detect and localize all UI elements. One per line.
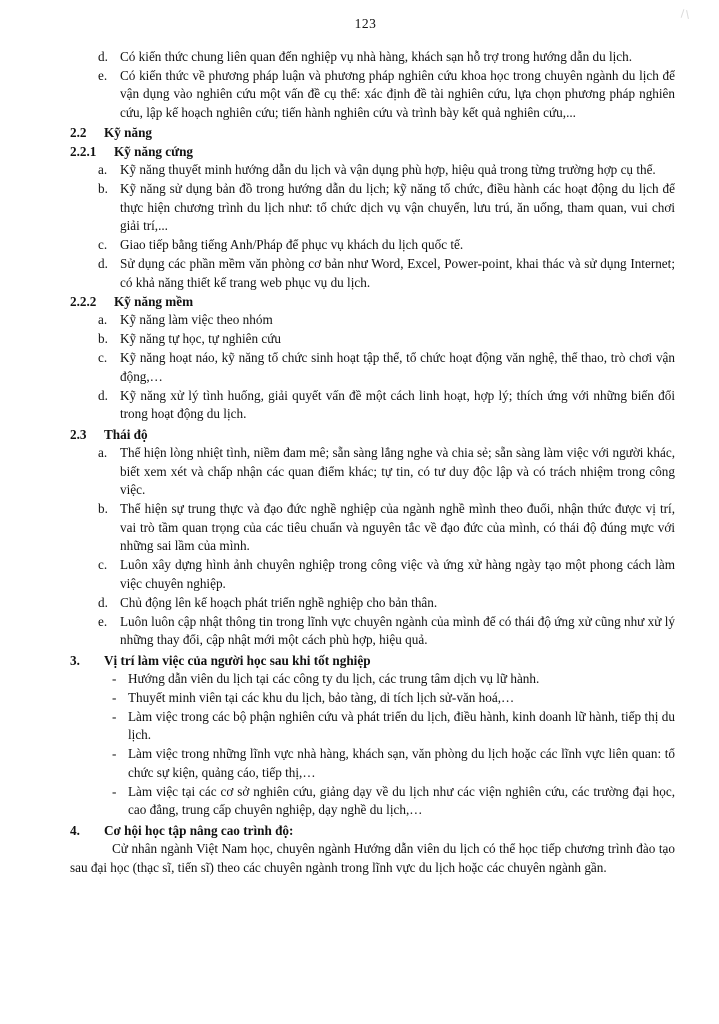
list-marker: e. (98, 613, 108, 629)
section-title: Kỹ năng (104, 125, 153, 141)
list-item-lettered (56, 444, 675, 499)
list-marker: - (112, 783, 117, 799)
section-number: 3. (70, 652, 80, 668)
list-item-text: Luôn xây dựng hình ảnh chuyên nghiệp trong công việc và ứng xử hàng ngày tạo một phong cách làm việc chuyên nghiệp. (120, 557, 675, 591)
list-marker: e. (98, 67, 108, 83)
list-marker: - (112, 708, 117, 724)
list-item-dashed (56, 689, 675, 707)
paragraph: Cử nhân ngành Việt Nam học, chuyên ngành Hướng dẫn viên du lịch có thể học tiếp chương trình đào tạo sau đại học (thạc sĩ, tiến sĩ) theo các chuyên ngành trong lĩnh vực du lịch hoặc các chuyên ngành gần. (70, 841, 675, 875)
list-marker: d. (98, 49, 108, 64)
section-heading (56, 124, 675, 142)
section-number: 2.2 (70, 125, 87, 141)
list-item-lettered (56, 48, 675, 66)
list-item-lettered (56, 67, 675, 122)
list-item-lettered (56, 500, 675, 555)
list-marker: a. (98, 445, 108, 461)
list-item-text: Thuyết minh viên tại các khu du lịch, bảo tàng, di tích lịch sử-văn hoá,… (128, 689, 515, 705)
list-item-text: Làm việc trong các bộ phận nghiên cứu và phát triển du lịch, điều hành, kinh doanh lữ hành, tiếp thị du lịch. (128, 708, 675, 743)
list-item-text: Làm việc tại các cơ sở nghiên cứu, giảng dạy về du lịch như các viện nghiên cứu, các trường đại học, cao đẳng, trung cấp chuyên nghiệp, dạy nghề du lịch,… (128, 783, 675, 818)
list-item-lettered (56, 180, 675, 235)
list-marker: b. (98, 181, 108, 197)
list-item-lettered (56, 161, 675, 179)
section-heading (56, 426, 675, 444)
list-item-lettered (56, 330, 675, 348)
list-item-text: Kỹ năng hoạt náo, kỹ năng tổ chức sinh hoạt tập thể, tổ chức hoạt động văn nghệ, thể thao, trò chơi vận động,… (120, 350, 675, 384)
section-title: Kỹ năng cứng (114, 143, 193, 159)
list-item-lettered (56, 311, 675, 329)
list-marker: d. (98, 387, 108, 403)
list-item-lettered (56, 349, 675, 386)
list-marker: b. (98, 501, 108, 517)
list-item-dashed (56, 745, 675, 782)
list-item-text: Làm việc trong những lĩnh vực nhà hàng, khách sạn, văn phòng du lịch hoặc các lĩnh vực liên quan: tổ chức sự kiện, quảng cáo, tiếp thị,… (128, 746, 675, 780)
section-number: 2.2.1 (70, 143, 97, 159)
section-title: Kỹ năng mềm (114, 293, 194, 309)
section-title: Vị trí làm việc của người học sau khi tốt nghiệp (104, 652, 371, 668)
list-marker: a. (98, 162, 108, 178)
list-item-text: Luôn luôn cập nhật thông tin trong lĩnh vực chuyên ngành của mình để có thái độ ứng xử cũng như xử lý những thay đổi, cập nhật mới một cách phù hợp, hiệu quả. (120, 613, 675, 648)
list-item-text: Chủ động lên kế hoạch phát triển nghề nghiệp cho bản thân. (120, 594, 438, 610)
list-marker: c. (98, 237, 108, 253)
section-number: 2.2.2 (70, 293, 97, 309)
list-marker: c. (98, 557, 108, 573)
list-marker: d. (98, 256, 108, 272)
list-item-lettered (56, 613, 675, 650)
list-item-text: Kỹ năng thuyết minh hướng dẫn du lịch và vận dụng phù hợp, hiệu quả trong từng trường hợp cụ thể. (120, 162, 656, 178)
section-number: 2.3 (70, 426, 87, 442)
list-item-lettered (56, 594, 675, 612)
list-item-dashed (56, 783, 675, 820)
list-marker: - (112, 746, 117, 762)
list-marker: b. (98, 331, 108, 347)
list-item-lettered (56, 255, 675, 292)
list-marker: - (112, 670, 117, 686)
list-item-text: Kỹ năng sử dụng bản đồ trong hướng dẫn du lịch; kỹ năng tổ chức, điều hành các hoạt động du lịch để thực hiện chương trình du lịch như: tổ chức dịch vụ vận chuyển, lưu trú, ăn uống, tham quan, vui chơi giải trí,... (120, 181, 675, 234)
list-item-text: Kỹ năng tự học, tự nghiên cứu (120, 331, 281, 347)
section-title: Thái độ (104, 426, 148, 442)
document-body (56, 48, 675, 877)
list-item-lettered (56, 387, 675, 424)
list-item-dashed (56, 670, 675, 688)
list-item-lettered (56, 236, 675, 254)
list-item-text: Thể hiện sự trung thực và đạo đức nghề nghiệp của ngành nghề mình theo đuổi, nhận thức được vị trí, vai trò tầm quan trọng của các tiêu chuẩn và nguyên tắc về đạo đức của mình, có thái độ đúng mực với những sai lầm của mình. (120, 501, 675, 554)
list-item-text: Có kiến thức về phương pháp luận và phương pháp nghiên cứu khoa học trong chuyên ngành du lịch để vận dụng vào nghiên cứu một vấn đề cụ thể: xác định đề tài nghiên cứu, lựa chọn phương pháp nghiên cứu, lập kế hoạch nghiên cứu; tiến hành nghiên cứu và trình bày kết quả nghiên cứu,... (120, 67, 675, 120)
list-item-dashed (56, 708, 675, 745)
section-number: 4. (70, 822, 80, 838)
list-item-lettered (56, 556, 675, 593)
list-item-text: Giao tiếp bằng tiếng Anh/Pháp để phục vụ khách du lịch quốc tế. (120, 237, 464, 253)
section-heading (56, 822, 675, 840)
section-heading (56, 652, 675, 670)
list-item-text: Sử dụng các phần mềm văn phòng cơ bản như Word, Excel, Power-point, khai thác và sử dụng Internet; có khả năng thiết kế trang web phục vụ du lịch. (120, 256, 675, 290)
section-heading (56, 293, 675, 311)
list-item-text: Có kiến thức chung liên quan đến nghiệp vụ nhà hàng, khách sạn hỗ trợ trong hướng dẫn du lịch. (120, 49, 633, 64)
list-marker: c. (98, 350, 108, 366)
scan-artifact-icon (679, 8, 693, 20)
list-item-text: Kỹ năng làm việc theo nhóm (120, 312, 273, 328)
list-item-text: Hướng dẫn viên du lịch tại các công ty du lịch, các trung tâm dịch vụ lữ hành. (128, 670, 540, 686)
page-number: 123 (354, 16, 377, 31)
section-title: Cơ hội học tập nâng cao trình độ: (104, 822, 294, 838)
list-marker: - (112, 689, 117, 705)
list-item-text: Thể hiện lòng nhiệt tình, niềm đam mê; sẵn sàng lắng nghe và chia sẻ; sẵn sàng làm việc với người khác, biết xem xét và chấp nhận các quan điểm khác; tự tin, có tư duy độc lập và có trách nhiệm trong công việc. (120, 445, 675, 498)
list-marker: a. (98, 312, 108, 328)
section-heading (56, 143, 675, 161)
list-item-text: Kỹ năng xử lý tình huống, giải quyết vấn đề một cách linh hoạt, hợp lý; thích ứng với những biến đổi trong hoạt động du lịch. (120, 387, 675, 422)
list-marker: d. (98, 594, 108, 610)
